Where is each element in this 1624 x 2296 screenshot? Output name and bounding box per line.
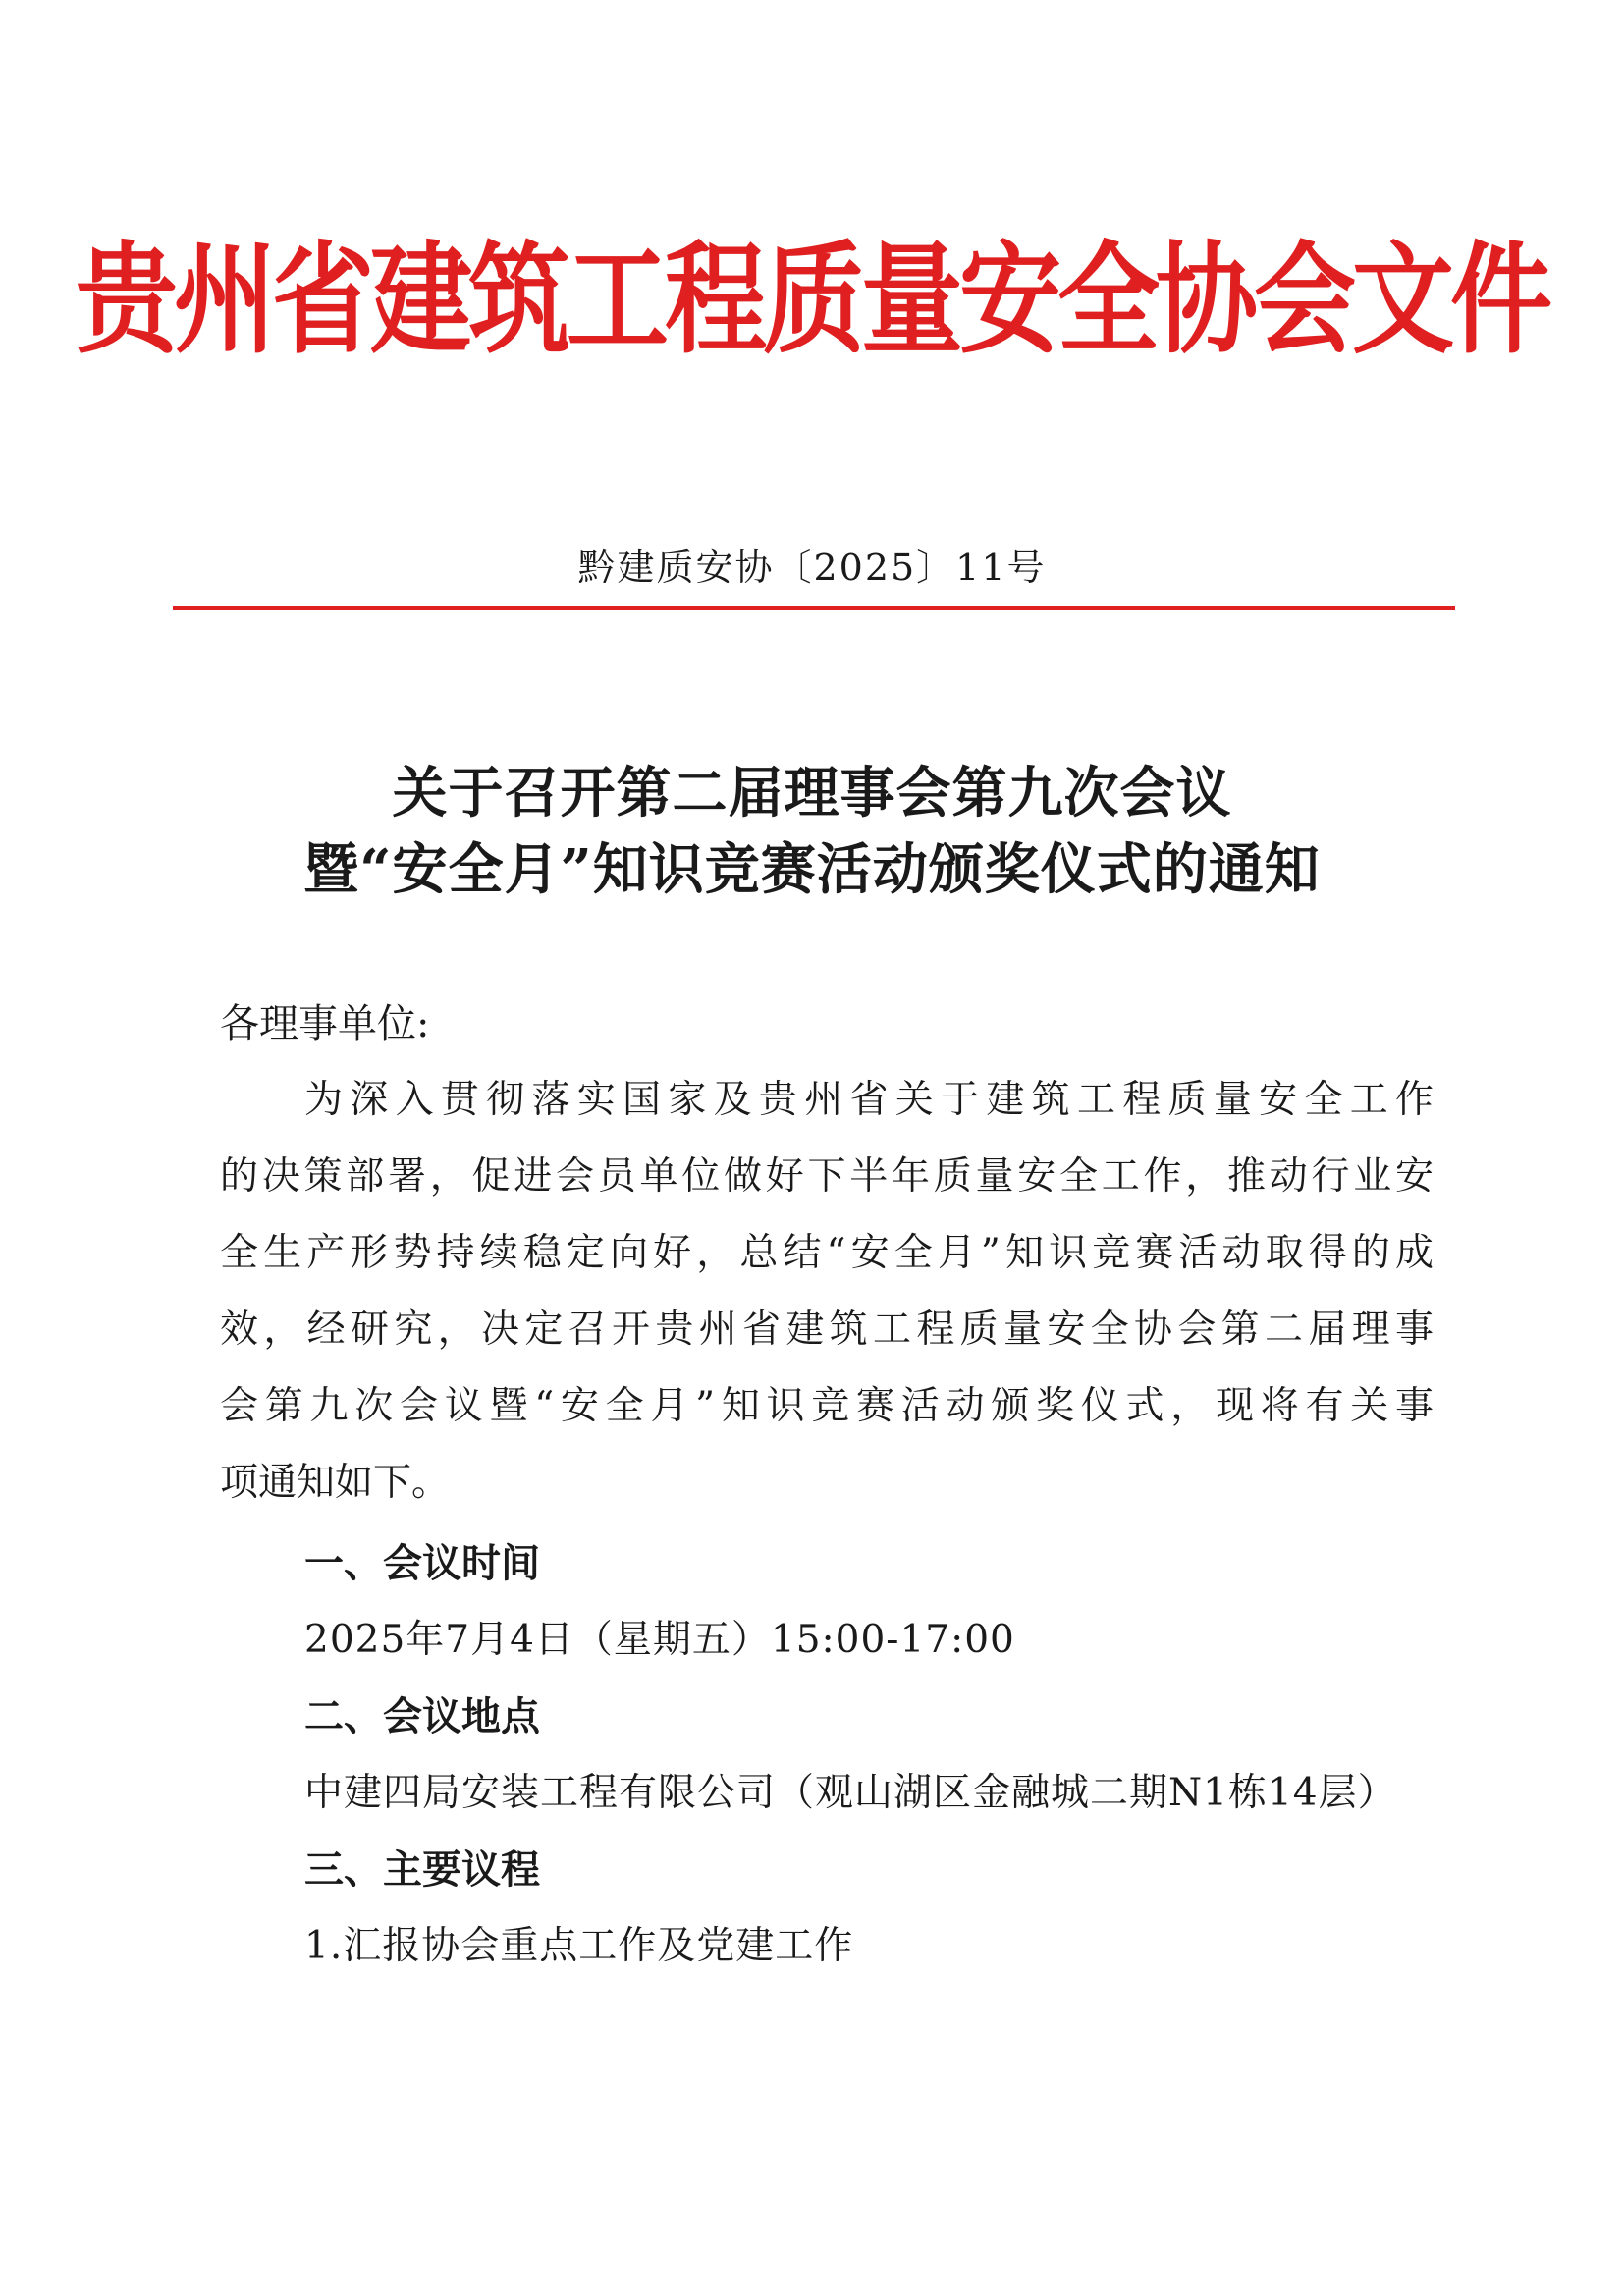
section-heading-meeting-location: 二、会议地点 [304,1694,540,1739]
masthead-title: 贵州省建筑工程质量安全协会文件 [75,229,1548,371]
document-number: 黔建质安协〔2025〕11号 [577,546,1047,589]
section-heading-meeting-time: 一、会议时间 [304,1541,540,1586]
salutation: 各理事单位: [220,1001,430,1046]
section-heading-agenda: 三、主要议程 [304,1847,540,1893]
intro-paragraph-line: 的决策部署，促进会员单位做好下半年质量安全工作，推动行业安 [220,1154,1434,1199]
agenda-item: 1.汇报协会重点工作及党建工作 [304,1924,854,1968]
meeting-time-value: 2025年7月4日（星期五）15:00-17:00 [304,1618,1015,1662]
meeting-location-value: 中建四局安装工程有限公司（观山湖区金融城二期N1栋14层） [304,1771,1397,1815]
masthead [0,211,1624,378]
red-divider-line [173,606,1455,610]
intro-paragraph-line: 为深入贯彻落实国家及贵州省关于建筑工程质量安全工作 [304,1078,1434,1122]
notice-title-line-1: 关于召开第二届理事会第九次会议 [392,761,1232,826]
notice-title-line-2: 暨“安全月”知识竞赛活动颁奖仪式的通知 [303,837,1321,902]
intro-paragraph-line: 全生产形势持续稳定向好，总结“安全月”知识竞赛活动取得的成 [220,1231,1434,1275]
intro-paragraph-line: 项通知如下。 [220,1461,451,1505]
intro-paragraph-line: 会第九次会议暨“安全月”知识竞赛活动颁奖仪式，现将有关事 [220,1384,1434,1428]
intro-paragraph-line: 效，经研究，决定召开贵州省建筑工程质量安全协会第二届理事 [220,1308,1434,1352]
